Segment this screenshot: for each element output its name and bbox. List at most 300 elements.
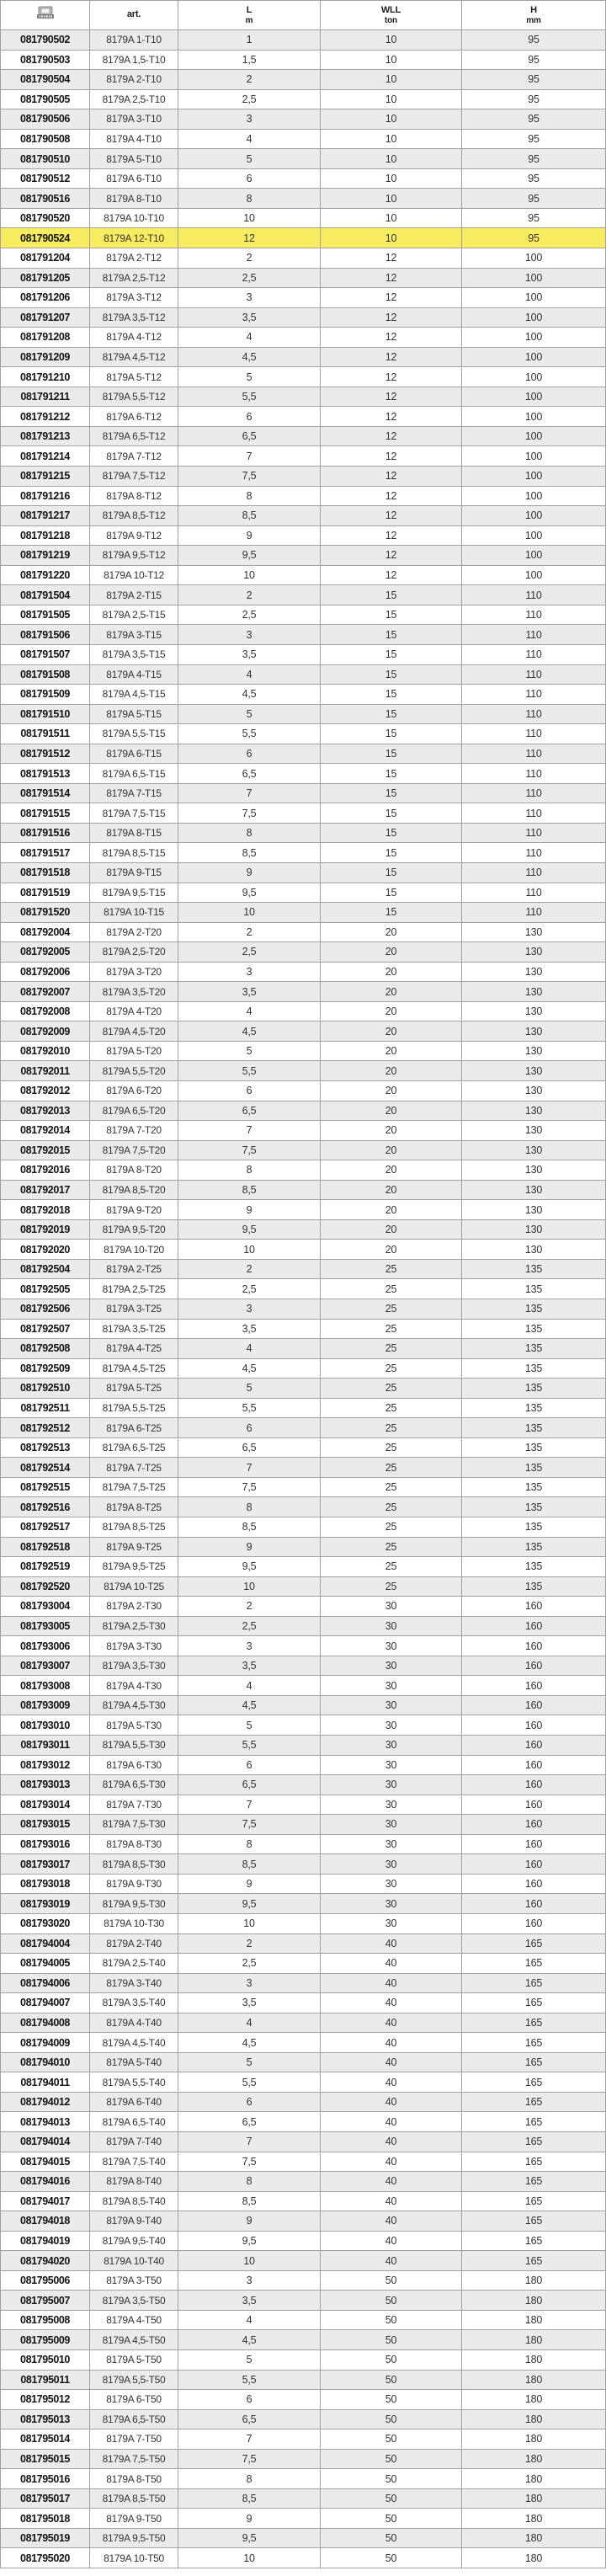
length-cell: 4,5 [178,2033,321,2053]
length-cell: 10 [178,2548,321,2568]
code-cell: 081792004 [1,922,90,942]
height-cell: 180 [462,2409,606,2429]
art-cell: 8179A 6-T10 [90,168,178,189]
art-cell: 8179A 10-T12 [90,565,178,585]
length-cell: 5,5 [178,2370,321,2390]
art-cell: 8179A 7,5-T40 [90,2152,178,2172]
table-row[interactable] [1,565,606,585]
table-row[interactable] [1,1101,606,1121]
wll-cell: 40 [321,2052,462,2072]
length-cell: 4 [178,129,321,149]
art-cell: 8179A 5-T50 [90,2349,178,2370]
wll-cell: 12 [321,407,462,427]
height-cell: 110 [462,644,606,664]
table-row[interactable] [1,1834,606,1854]
code-cell: 081792507 [1,1319,90,1339]
height-cell: 135 [462,1299,606,1320]
wll-cell: 50 [321,2310,462,2330]
wll-cell: 40 [321,1993,462,2013]
table-row[interactable] [1,883,606,903]
art-cell: 8179A 5,5-T20 [90,1061,178,1081]
table-row[interactable] [1,1001,606,1021]
wll-cell: 10 [321,189,462,209]
art-cell: 8179A 6-T40 [90,2092,178,2112]
table-row[interactable] [1,803,606,824]
table-row[interactable] [1,1736,606,1756]
table-row[interactable] [1,1140,606,1160]
table-row[interactable] [1,2310,606,2330]
table-row[interactable] [1,2013,606,2033]
length-cell: 5 [178,1379,321,1399]
wll-cell: 10 [321,129,462,149]
table-row[interactable] [1,1973,606,1993]
wll-cell: 12 [321,467,462,487]
table-row[interactable] [1,1299,606,1320]
wll-column-label: WLL [380,4,401,15]
table-row[interactable] [1,1775,606,1795]
table-row[interactable] [1,328,606,348]
length-cell: 6 [178,744,321,764]
height-cell: 100 [462,307,606,328]
code-cell: 081791507 [1,644,90,664]
table-row[interactable] [1,70,606,90]
art-cell: 8179A 6,5-T20 [90,1101,178,1121]
table-row[interactable] [1,1597,606,1617]
length-cell: 2 [178,922,321,942]
table-row[interactable] [1,2191,606,2211]
table-row[interactable] [1,1339,606,1359]
wll-cell: 25 [321,1398,462,1418]
code-cell: 081794015 [1,2152,90,2172]
height-cell: 130 [462,922,606,942]
wll-cell: 40 [321,1954,462,1974]
length-cell: 10 [178,2251,321,2271]
table-row[interactable] [1,2528,606,2548]
table-row[interactable] [1,962,606,982]
length-cell: 1 [178,30,321,51]
height-cell: 100 [462,565,606,585]
height-cell: 180 [462,2349,606,2370]
table-row[interactable] [1,1259,606,1279]
table-row[interactable] [1,2033,606,2053]
code-cell: 081790508 [1,129,90,149]
table-row[interactable] [1,685,606,705]
table-row[interactable] [1,982,606,1002]
table-row[interactable] [1,525,606,546]
height-cell: 100 [462,347,606,367]
length-cell: 3 [178,962,321,982]
code-cell: 081794006 [1,1973,90,1993]
table-row[interactable] [1,1795,606,1815]
art-cell: 8179A 7-T20 [90,1121,178,1141]
wll-cell: 12 [321,248,462,269]
code-cell: 081793004 [1,1597,90,1617]
height-cell: 135 [462,1458,606,1478]
table-row[interactable] [1,1576,606,1597]
code-cell: 081795011 [1,2370,90,2390]
table-row[interactable] [1,1557,606,1577]
table-row[interactable] [1,2052,606,2072]
table-row[interactable] [1,1715,606,1736]
table-row[interactable] [1,1379,606,1399]
wll-cell: 10 [321,70,462,90]
height-cell: 95 [462,50,606,70]
code-cell: 081791220 [1,565,90,585]
table-row[interactable] [1,664,606,685]
code-cell: 081793008 [1,1676,90,1696]
table-row[interactable] [1,1616,606,1636]
table-row[interactable] [1,2231,606,2251]
height-cell: 180 [462,2310,606,2330]
table-row[interactable] [1,2548,606,2568]
art-cell: 8179A 10-T50 [90,2548,178,2568]
table-row[interactable] [1,129,606,149]
code-cell: 081792513 [1,1437,90,1458]
art-cell: 8179A 2,5-T30 [90,1616,178,1636]
code-cell: 081792006 [1,962,90,982]
table-row[interactable] [1,585,606,605]
table-row[interactable] [1,1954,606,1974]
length-cell: 9,5 [178,1219,321,1240]
table-row[interactable] [1,2072,606,2093]
table-row[interactable] [1,2112,606,2132]
wll-cell: 30 [321,1795,462,1815]
wll-cell: 15 [321,664,462,685]
height-cell: 165 [462,2211,606,2232]
table-row[interactable] [1,1437,606,1458]
art-cell: 8179A 3,5-T15 [90,644,178,664]
table-row[interactable] [1,30,606,51]
height-cell: 165 [462,2191,606,2211]
wll-cell: 12 [321,525,462,546]
code-cell: 081791518 [1,862,90,883]
table-row[interactable] [1,2211,606,2232]
length-cell: 7,5 [178,467,321,487]
height-cell: 165 [462,1933,606,1954]
table-row[interactable] [1,367,606,387]
length-cell: 3 [178,1636,321,1656]
wll-cell: 10 [321,168,462,189]
length-cell: 7,5 [178,1815,321,1835]
table-row[interactable] [1,1240,606,1260]
table-row[interactable] [1,248,606,269]
height-cell: 160 [462,1736,606,1756]
table-row[interactable] [1,1815,606,1835]
table-row-highlighted[interactable] [1,228,606,248]
table-row[interactable] [1,1477,606,1497]
table-row[interactable] [1,1160,606,1181]
wll-cell: 15 [321,724,462,744]
code-cell: 081792018 [1,1200,90,1220]
table-row[interactable] [1,1497,606,1517]
height-cell: 135 [462,1497,606,1517]
table-row[interactable] [1,307,606,328]
table-row[interactable] [1,1319,606,1339]
table-row[interactable] [1,2172,606,2192]
height-cell: 110 [462,605,606,625]
art-cell: 8179A 10-T20 [90,1240,178,1260]
art-cell: 8179A 8-T30 [90,1834,178,1854]
wll-cell: 12 [321,307,462,328]
table-row[interactable] [1,1537,606,1557]
table-row[interactable] [1,942,606,963]
table-row[interactable] [1,1041,606,1061]
table-row[interactable] [1,2449,606,2469]
length-cell: 6 [178,2390,321,2410]
table-row[interactable] [1,2131,606,2152]
table-row[interactable] [1,1180,606,1200]
table-row[interactable] [1,50,606,70]
length-cell: 6,5 [178,764,321,784]
height-cell: 135 [462,1557,606,1577]
art-cell: 8179A 2-T20 [90,922,178,942]
height-cell: 100 [462,486,606,506]
code-cell: 081794018 [1,2211,90,2232]
table-row[interactable] [1,189,606,209]
table-row[interactable] [1,2509,606,2529]
length-cell: 6 [178,1755,321,1775]
table-row[interactable] [1,1398,606,1418]
table-row[interactable] [1,1874,606,1894]
code-cell: 081791217 [1,506,90,526]
art-cell: 8179A 6,5-T15 [90,764,178,784]
wll-cell: 25 [321,1358,462,1379]
table-row[interactable] [1,1755,606,1775]
table-row[interactable] [1,1200,606,1220]
table-row[interactable] [1,1358,606,1379]
code-cell: 081794019 [1,2231,90,2251]
code-cell: 081793020 [1,1913,90,1933]
table-row[interactable] [1,783,606,803]
table-row[interactable] [1,387,606,407]
wll-cell: 40 [321,2152,462,2172]
table-row[interactable] [1,2349,606,2370]
table-row[interactable] [1,1080,606,1101]
table-row[interactable] [1,2370,606,2390]
length-cell: 5 [178,1041,321,1061]
height-cell: 165 [462,1993,606,2013]
height-cell: 95 [462,149,606,169]
table-row[interactable] [1,2152,606,2172]
wll-cell: 50 [321,2429,462,2450]
table-row[interactable] [1,1993,606,2013]
wll-cell: 12 [321,367,462,387]
table-row[interactable] [1,208,606,228]
art-cell: 8179A 7,5-T30 [90,1815,178,1835]
table-row[interactable] [1,446,606,467]
height-cell: 130 [462,942,606,963]
height-cell: 160 [462,1656,606,1676]
height-cell: 130 [462,1041,606,1061]
code-cell: 081792509 [1,1358,90,1379]
height-cell: 95 [462,228,606,248]
code-cell: 081791207 [1,307,90,328]
code-cell: 081794005 [1,1954,90,1974]
table-row[interactable] [1,625,606,645]
table-row[interactable] [1,407,606,427]
table-row[interactable] [1,605,606,625]
table-row[interactable] [1,1854,606,1875]
length-cell: 8,5 [178,2488,321,2509]
table-row[interactable] [1,843,606,863]
table-row[interactable] [1,2251,606,2271]
art-cell: 8179A 7-T40 [90,2131,178,2152]
table-row[interactable] [1,2488,606,2509]
wll-cell: 50 [321,2390,462,2410]
length-cell: 6 [178,407,321,427]
art-cell: 8179A 2-T25 [90,1259,178,1279]
code-cell: 081790504 [1,70,90,90]
art-cell: 8179A 5,5-T50 [90,2370,178,2390]
wll-cell: 10 [321,149,462,169]
table-row[interactable] [1,1636,606,1656]
table-row[interactable] [1,704,606,724]
wll-cell: 50 [321,2349,462,2370]
table-row[interactable] [1,644,606,664]
table-row[interactable] [1,1021,606,1042]
length-cell: 8,5 [178,1180,321,1200]
wll-cell: 12 [321,328,462,348]
height-cell: 95 [462,168,606,189]
art-cell: 8179A 1-T10 [90,30,178,51]
art-cell: 8179A 8-T40 [90,2172,178,2192]
table-row[interactable] [1,1219,606,1240]
table-row[interactable] [1,486,606,506]
code-cell: 081794017 [1,2191,90,2211]
table-row[interactable] [1,1458,606,1478]
length-cell: 7 [178,1458,321,1478]
table-row[interactable] [1,1894,606,1914]
wll-cell: 40 [321,2112,462,2132]
art-cell: 8179A 10-T40 [90,2251,178,2271]
table-row[interactable] [1,903,606,923]
height-cell: 100 [462,248,606,269]
code-cell: 081792510 [1,1379,90,1399]
table-row[interactable] [1,1656,606,1676]
art-cell: 8179A 8,5-T15 [90,843,178,863]
table-row[interactable] [1,89,606,109]
art-cell: 8179A 6-T15 [90,744,178,764]
table-row[interactable] [1,2270,606,2291]
table-row[interactable] [1,109,606,130]
table-row[interactable] [1,2469,606,2489]
height-cell: 180 [462,2429,606,2450]
wll-cell: 10 [321,208,462,228]
table-row[interactable] [1,823,606,843]
height-cell: 165 [462,2131,606,2152]
table-row[interactable] [1,764,606,784]
art-cell: 8179A 8-T25 [90,1497,178,1517]
height-cell: 100 [462,407,606,427]
wll-cell: 20 [321,1219,462,1240]
art-cell: 8179A 10-T15 [90,903,178,923]
table-row[interactable] [1,546,606,566]
table-row[interactable] [1,1695,606,1715]
table-row[interactable] [1,2291,606,2311]
table-row[interactable] [1,1517,606,1538]
art-cell: 8179A 8-T50 [90,2469,178,2489]
table-row[interactable] [1,268,606,288]
table-row[interactable] [1,288,606,308]
art-cell: 8179A 4,5-T20 [90,1021,178,1042]
art-cell: 8179A 4-T12 [90,328,178,348]
length-cell: 3 [178,625,321,645]
length-cell: 2,5 [178,268,321,288]
table-row[interactable] [1,2390,606,2410]
height-cell: 110 [462,664,606,685]
table-row[interactable] [1,149,606,169]
table-row[interactable] [1,2330,606,2350]
table-row[interactable] [1,506,606,526]
code-cell: 081795009 [1,2330,90,2350]
art-column-header [90,1,178,30]
length-cell: 3 [178,109,321,130]
table-row[interactable] [1,1061,606,1081]
wll-cell: 15 [321,862,462,883]
table-row[interactable] [1,1676,606,1696]
height-cell: 160 [462,1775,606,1795]
art-cell: 8179A 4-T40 [90,2013,178,2033]
length-cell: 1,5 [178,50,321,70]
wll-cell: 40 [321,2231,462,2251]
art-cell: 8179A 1,5-T10 [90,50,178,70]
table-row[interactable] [1,744,606,764]
art-cell: 8179A 3-T12 [90,288,178,308]
table-row[interactable] [1,467,606,487]
length-cell: 2,5 [178,1954,321,1974]
wll-cell: 15 [321,585,462,605]
table-row[interactable] [1,347,606,367]
art-cell: 8179A 4,5-T50 [90,2330,178,2350]
art-cell: 8179A 2,5-T15 [90,605,178,625]
table-row[interactable] [1,168,606,189]
table-row[interactable] [1,1121,606,1141]
table-row[interactable] [1,2409,606,2429]
wll-cell: 50 [321,2449,462,2469]
height-cell: 135 [462,1339,606,1359]
table-row[interactable] [1,426,606,446]
table-row[interactable] [1,2092,606,2112]
table-row[interactable] [1,1933,606,1954]
table-row[interactable] [1,1279,606,1299]
art-cell: 8179A 4-T25 [90,1339,178,1359]
art-cell: 8179A 8,5-T50 [90,2488,178,2509]
art-cell: 8179A 3,5-T40 [90,1993,178,2013]
art-cell: 8179A 2-T15 [90,585,178,605]
table-row[interactable] [1,724,606,744]
height-cell: 110 [462,783,606,803]
code-cell: 081795006 [1,2270,90,2291]
height-cell: 160 [462,1636,606,1656]
art-cell: 8179A 8,5-T12 [90,506,178,526]
art-cell: 8179A 9,5-T12 [90,546,178,566]
art-cell: 8179A 8-T12 [90,486,178,506]
length-cell: 5 [178,2349,321,2370]
table-row[interactable] [1,922,606,942]
table-row[interactable] [1,1913,606,1933]
code-cell: 081790524 [1,228,90,248]
code-cell: 081792518 [1,1537,90,1557]
table-row[interactable] [1,2429,606,2450]
length-cell: 8 [178,2172,321,2192]
code-cell: 081791205 [1,268,90,288]
table-row[interactable] [1,1418,606,1438]
table-row[interactable] [1,862,606,883]
code-cell: 081793014 [1,1795,90,1815]
length-cell: 12 [178,228,321,248]
code-cell: 081792508 [1,1339,90,1359]
code-cell: 081791517 [1,843,90,863]
